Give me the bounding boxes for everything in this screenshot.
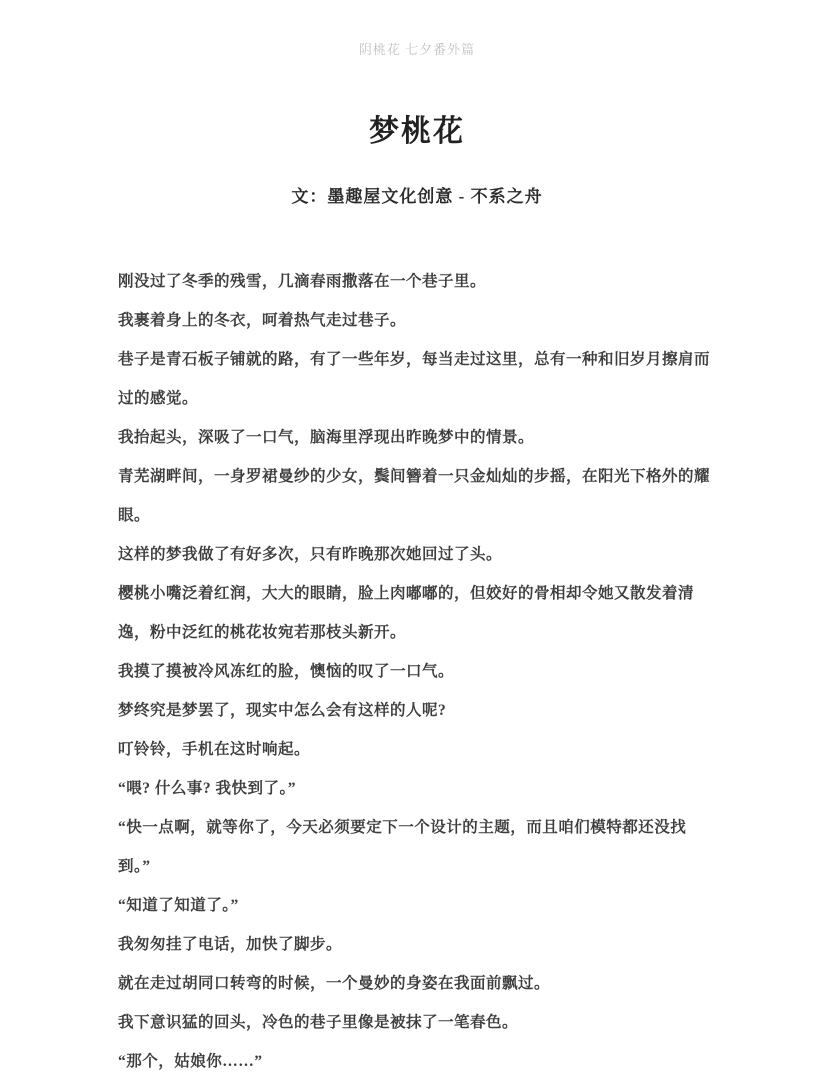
running-title: 阴桃花 七夕番外篇 xyxy=(358,42,476,57)
story-paragraph: 刚没过了冬季的残雪，几滴春雨撒落在一个巷子里。 xyxy=(118,273,487,290)
byline: 文：墨趣屋文化创意 - 不系之舟 xyxy=(291,187,543,206)
story-paragraph: 青芜湖畔间，一身罗裙曼纱的少女，鬓间簪着一只金灿灿的步摇，在阳光下格外的耀眼。 xyxy=(118,468,711,524)
story-body xyxy=(118,262,716,1080)
story-paragraph: 我裹着身上的冬衣，呵着热气走过巷子。 xyxy=(118,312,407,329)
story-paragraph: “喂? 什么事? 我快到了。” xyxy=(118,780,297,797)
page-title: 梦桃花 xyxy=(369,115,465,148)
story-paragraph: 我匆匆挂了电话，加快了脚步。 xyxy=(118,936,343,953)
story-paragraph: “那个，姑娘你……” xyxy=(118,1053,263,1070)
story-paragraph: “知道了知道了。” xyxy=(118,897,239,914)
story-paragraph: 我摸了摸被冷风冻红的脸，懊恼的叹了一口气。 xyxy=(118,663,455,680)
story-paragraph: 就在走过胡同口转弯的时候，一个曼妙的身姿在我面前飘过。 xyxy=(118,975,551,992)
story-paragraph: “快一点啊，就等你了，今天必须要定下一个设计的主题，而且咱们模特都还没找到。” xyxy=(118,819,687,875)
story-paragraph: 叮铃铃，手机在这时响起。 xyxy=(118,741,311,758)
story-paragraph: 我下意识猛的回头，冷色的巷子里像是被抹了一笔春色。 xyxy=(118,1014,519,1031)
story-paragraph: 这样的梦我做了有好多次，只有昨晚那次她回过了头。 xyxy=(118,546,503,563)
story-paragraph: 巷子是青石板子铺就的路，有了一些年岁，每当走过这里，总有一种和旧岁月擦肩而过的感觉。 xyxy=(118,351,711,407)
story-paragraph: 梦终究是梦罢了，现实中怎么会有这样的人呢? xyxy=(118,702,447,719)
story-paragraph: 我抬起头，深吸了一口气，脑海里浮现出昨晚梦中的情景。 xyxy=(118,429,535,446)
story-paragraph: 樱桃小嘴泛着红润，大大的眼睛，脸上肉嘟嘟的，但姣好的骨相却令她又散发着清逸，粉中泛红的桃花妆宛若那枝头新开。 xyxy=(118,585,695,641)
